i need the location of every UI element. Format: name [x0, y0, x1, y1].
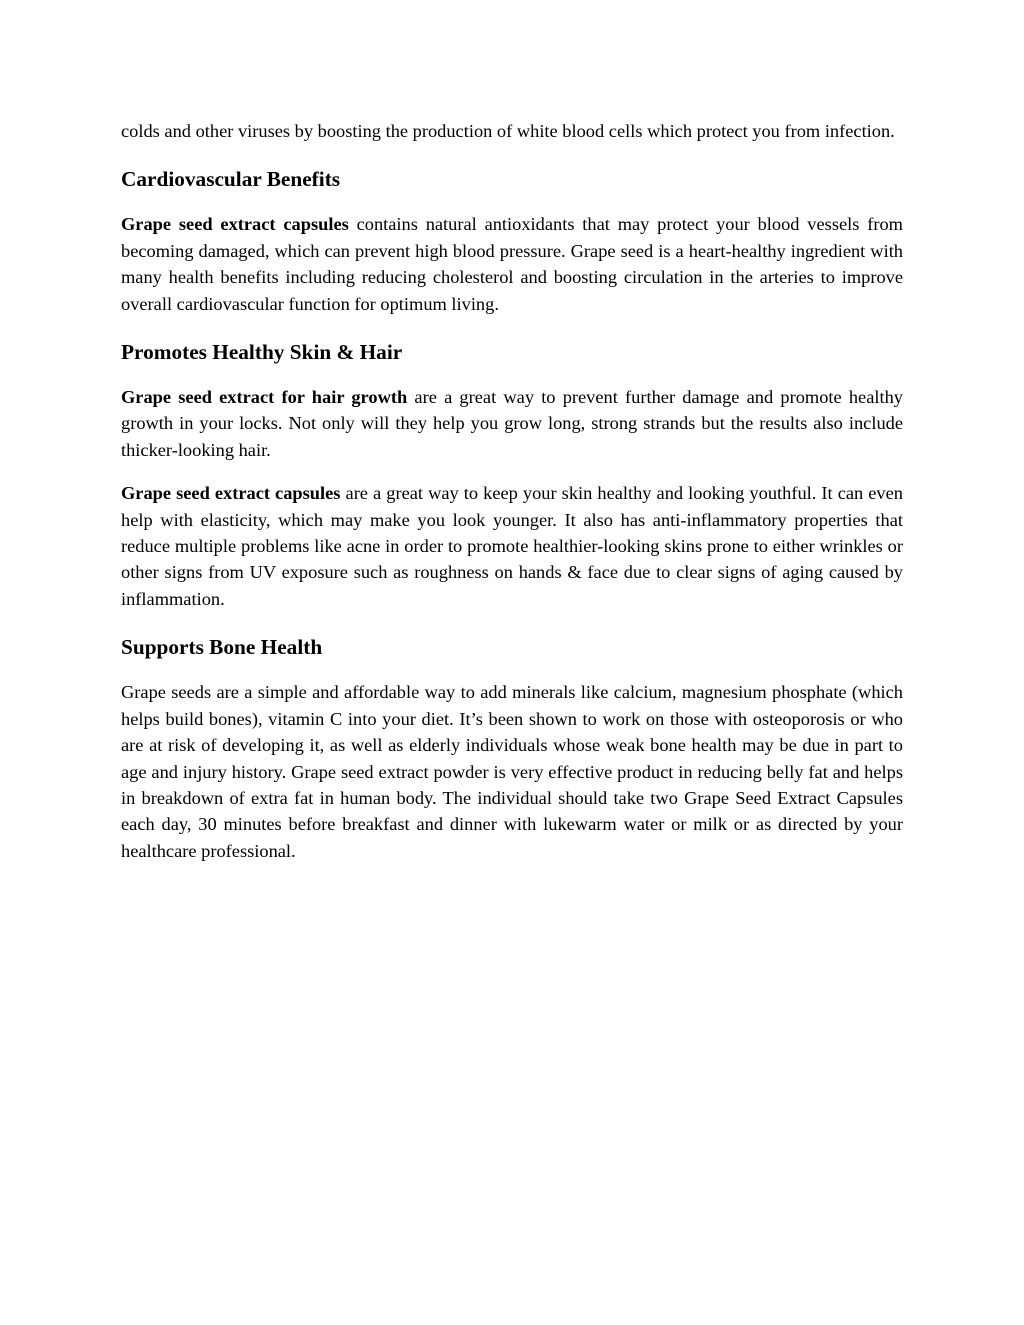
intro-paragraph: colds and other viruses by boosting the production of white blood cells which protect you from infection.: [121, 121, 895, 141]
document-page: [121, 118, 903, 864]
cardiovascular-bold-phrase: Grape seed extract capsules: [121, 214, 349, 235]
cardiovascular-paragraph: [121, 211, 903, 317]
bone-paragraph: Grape seeds are a simple and affordable way to add minerals like calcium, magnesium phosphate (which helps build bones), vitamin C into your diet. It’s been shown to work on those with osteoporosis or who are at risk of developing it, as well as elderly individuals whose weak bone health may be due in part to age and injury history. Grape seed extract powder is very effective product in reducing belly fat and helps in breakdown of extra fat in human body. The individual should take two Grape Seed Extract Capsules each day, 30 minutes before breakfast and dinner with lukewarm water or milk or as directed by your healthcare professional.: [121, 682, 903, 861]
skin-paragraph: [121, 480, 903, 612]
heading-cardiovascular-benefits: Cardiovascular Benefits: [121, 167, 341, 192]
hair-bold-phrase: Grape seed extract for hair growth: [121, 387, 408, 408]
hair-text: are a great way to prevent further damage and promote healthy growth in your locks. Not only will they help you grow long, strong strands but the results also include thicker-looking hair.: [121, 387, 903, 460]
heading-skin-hair: Promotes Healthy Skin & Hair: [121, 340, 403, 365]
hair-paragraph: [121, 384, 903, 463]
cardiovascular-text: contains natural antioxidants that may protect your blood vessels from becoming damaged, which can prevent high blood pressure. Grape seed is a heart-healthy ingredient with many health benefits including reducing cholesterol and boosting circulation in the arteries to improve overall cardiovascular function for optimum living.: [121, 214, 903, 314]
skin-bold-phrase: Grape seed extract capsules: [121, 483, 341, 504]
skin-text: are a great way to keep your skin healthy and looking youthful. It can even help with elasticity, which may make you look younger. It also has anti-inflammatory properties that reduce multiple problems like acne in order to promote healthier-looking skins prone to either wrinkles or other signs from UV exposure such as roughness on hands & face due to clear signs of aging caused by inflammation.: [121, 483, 903, 609]
heading-bone-health: Supports Bone Health: [121, 635, 323, 660]
